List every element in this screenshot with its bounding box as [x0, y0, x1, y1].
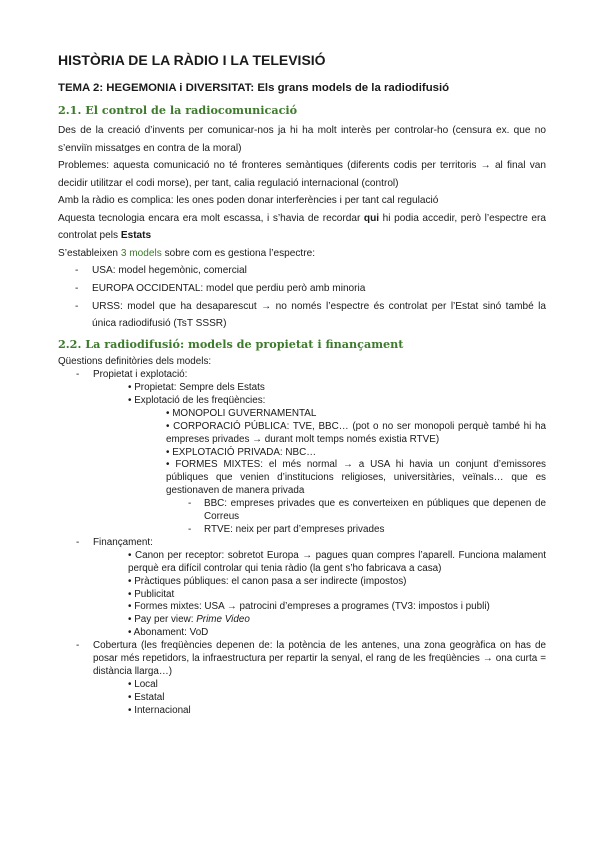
list-item: • Formes mixtes: USA → patrocini d’empreses a programes (TV3: impostos i publi) [128, 601, 490, 613]
list-item: - EUROPA OCCIDENTAL: model que perdiu però amb minoria [58, 280, 546, 298]
list-item: • FORMES MIXTES: el més normal → a USA hi havia un conjunt d’emissores públiques que venien d’institucions religioses, universitàries, veïnals… que es gestionaven de manera privada [166, 459, 546, 497]
document-title: HISTÒRIA DE LA RÀDIO I LA TELEVISIÓ [58, 52, 326, 68]
list-item: - Propietat i explotació: [58, 369, 546, 382]
list-item: - RTVE: neix per part d’empreses privades [58, 524, 546, 537]
section-heading-2-2: 2.2. La radiodifusió: models de propietat i finançament [58, 337, 404, 352]
list-item: - Finançament: [58, 537, 546, 550]
list-item: • CORPORACIÓ PÚBLICA: TVE, BBC… (pot o no ser monopoli perquè també hi ha empreses privades → durant molt temps només existia RTVE) [166, 420, 546, 445]
list-item: - Cobertura (les freqüències depenen de: la potència de les antenes, una zona geogràfica on has de posar més repetidors, la infraestructura per repartir la senyal, el rang de les freqüències → ona curta = distància llarga…) [58, 640, 546, 679]
list-item: • Canon per receptor: sobretot Europa → pagues quan compres l’aparell. Funciona malament perquè era difícil controlar qui tenia ràdio (la gent s’ho fabricava a casa) [128, 549, 546, 574]
paragraph: Amb la ràdio es complica: les ones poden donar interferències i per tant cal regulació [58, 195, 439, 206]
list-item: - URSS: model que ha desaparescut → no només l’espectre és controlat per l’Estat sinó també la única radiodifusió (TsT SSSR) [58, 298, 546, 334]
paragraph: S’estableixen 3 models sobre com es gestiona l’espectre: [58, 247, 315, 259]
document-page [58, 52, 546, 718]
topic-heading: TEMA 2: HEGEMONIA i DIVERSITAT: Els grans models de la radiodifusió [58, 82, 450, 94]
list-item: • Pràctiques públiques: el canon pasa a ser indirecte (impostos) [128, 575, 407, 587]
list-item: • Internacional [128, 704, 191, 716]
list-item: • Pay per view: Prime Video [128, 614, 250, 626]
list-item: • Local [128, 678, 158, 690]
list-item: - BBC: empreses privades que es converteixen en públiques que depenen de Correus [58, 498, 546, 524]
list-item: • MONOPOLI GUVERNAMENTAL [166, 407, 317, 419]
paragraph: Aquesta tecnologia encara era molt escassa, i s’havia de recordar qui hi podia accedir, però l’espectre era controlat pels Estats [58, 212, 547, 241]
paragraph: Qüestions definitòries dels models: [58, 356, 212, 368]
list-item: • EXPLOTACIÓ PRIVADA: NBC… [166, 446, 317, 458]
list-item: • Abonament: VoD [128, 627, 209, 639]
list-item: • Estatal [128, 691, 165, 703]
list-item: • Explotació de les freqüències: [128, 394, 266, 406]
section-heading-2-1: 2.1. El control de la radiocomunicació [58, 103, 298, 117]
list-item: • Propietat: Sempre dels Estats [128, 382, 265, 393]
list-item: • Publicitat [128, 588, 175, 600]
list-item: - USA: model hegemònic, comercial [58, 262, 546, 280]
paragraph: Des de la creació d’invents per comunicar-nos ja hi ha molt interès per controlar-ho (censura ex. que no s’enviïn missatges en contra de la moral) [58, 125, 546, 154]
paragraph: Problemes: aquesta comunicació no té fronteres semàntiques (diferents codis per territoris → al final van decidir utilitzar el codi morse), per tant, calia regulació internacional (control) [58, 160, 546, 189]
